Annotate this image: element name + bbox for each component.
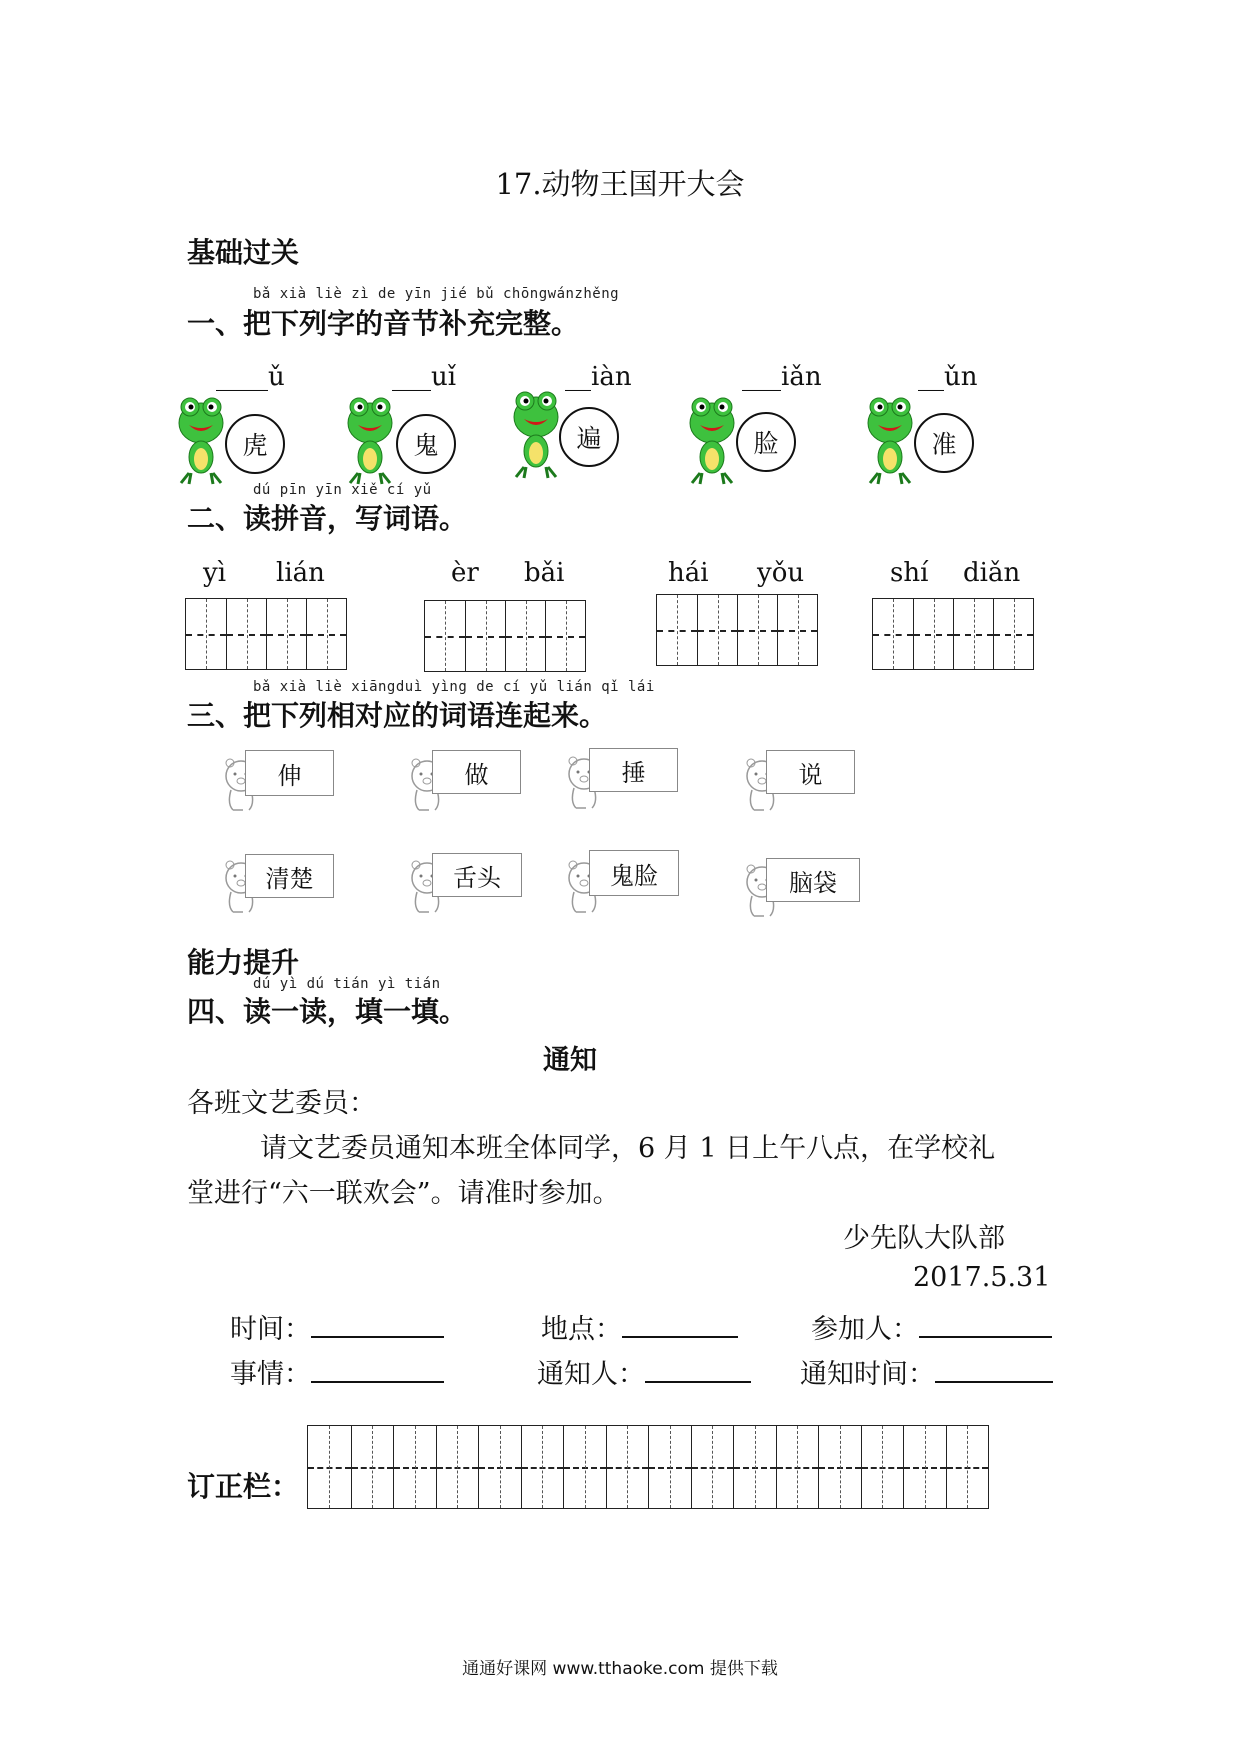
q1-blank-1[interactable]: ____ǔ — [216, 362, 285, 392]
char-circle-2: 鬼 — [396, 414, 456, 474]
char-circle-5: 准 — [914, 413, 974, 473]
q1-blank-3[interactable]: __iàn — [565, 362, 632, 392]
char-circle-3: 遍 — [559, 407, 619, 467]
q2-pinyin-a-1: yì — [203, 558, 227, 588]
match-card-bottom-2[interactable]: 舌头 — [432, 853, 522, 897]
correction-grid[interactable] — [307, 1425, 989, 1509]
field-notifier-blank[interactable] — [645, 1355, 751, 1383]
field-event-blank[interactable] — [311, 1355, 444, 1383]
footer-credit: 通通好课网 www.tthaoke.com 提供下载 — [462, 1659, 778, 1679]
q2-heading: 二、读拼音，写词语。 — [187, 502, 468, 535]
q1-heading: 一、把下列字的音节补充完整。 — [187, 307, 580, 340]
writing-grid-1[interactable] — [185, 598, 347, 670]
frog-icon — [346, 393, 394, 485]
field-participants-blank[interactable] — [919, 1310, 1052, 1338]
char-circle-1: 虎 — [225, 414, 285, 474]
field-event — [230, 1352, 444, 1391]
field-event-label: 事情： — [230, 1359, 311, 1390]
field-notify-time-label: 通知时间： — [800, 1359, 935, 1390]
field-notifier-label: 通知人： — [537, 1359, 645, 1390]
page-title: 17.动物王国开大会 — [495, 167, 745, 201]
q2-pinyin-a-2: èr — [451, 558, 479, 588]
frog-icon — [688, 393, 736, 485]
field-place — [541, 1307, 738, 1346]
q2-pinyin-b-2: bǎi — [524, 558, 565, 588]
writing-grid-3[interactable] — [656, 594, 818, 666]
match-card-top-2[interactable]: 做 — [432, 750, 521, 794]
q3-pinyin: bǎ xià liè xiāngduì yìng de cí yǔ lián qǐ lái — [253, 679, 655, 695]
notice-body-line-2: 堂进行“六一联欢会”。请准时参加。 — [187, 1178, 620, 1209]
q1-blank-2[interactable]: ___uǐ — [392, 362, 457, 392]
match-card-top-1[interactable]: 伸 — [245, 750, 334, 796]
field-notify-time-blank[interactable] — [935, 1355, 1053, 1383]
writing-grid-2[interactable] — [424, 600, 586, 672]
q2-pinyin-b-1: lián — [276, 558, 325, 588]
q4-heading: 四、读一读，填一填。 — [187, 995, 468, 1028]
q1-pinyin: bǎ xià liè zì de yīn jié bǔ chōngwánzhěng — [253, 286, 620, 302]
field-place-label: 地点： — [541, 1314, 622, 1345]
notice-greeting: 各班文艺委员： — [187, 1088, 376, 1119]
writing-grid-4[interactable] — [872, 598, 1034, 670]
frog-icon — [512, 387, 560, 479]
field-participants — [811, 1307, 1052, 1346]
field-notify-time — [800, 1352, 1053, 1391]
field-participants-label: 参加人： — [811, 1314, 919, 1345]
q2-pinyin-a-3: hái — [668, 558, 709, 588]
match-card-top-4[interactable]: 说 — [766, 750, 855, 794]
match-card-bottom-3[interactable]: 鬼脸 — [589, 850, 679, 896]
frog-icon — [866, 393, 914, 485]
field-time-label: 时间： — [230, 1314, 311, 1345]
notice-date: 2017.5.31 — [913, 1262, 1051, 1293]
frog-icon — [177, 393, 225, 485]
section-basic: 基础过关 — [187, 236, 300, 269]
field-notifier — [537, 1352, 751, 1391]
q1-blank-5[interactable]: __ǔn — [918, 362, 978, 392]
notice-signature: 少先队大队部 — [843, 1223, 1005, 1254]
match-card-bottom-1[interactable]: 清楚 — [245, 854, 334, 898]
char-circle-4: 脸 — [736, 412, 796, 472]
match-card-bottom-4[interactable]: 脑袋 — [766, 858, 860, 902]
q4-pinyin: dú yì dú tián yì tián — [253, 976, 441, 992]
q2-pinyin-a-4: shí — [890, 558, 929, 588]
field-time — [230, 1307, 444, 1346]
q2-pinyin-b-3: yǒu — [757, 558, 805, 588]
match-card-top-3[interactable]: 捶 — [589, 748, 678, 792]
q2-pinyin: dú pīn yīn xiě cí yǔ — [253, 482, 432, 498]
field-time-blank[interactable] — [311, 1310, 444, 1338]
field-place-blank[interactable] — [622, 1310, 738, 1338]
section-advanced: 能力提升 — [187, 946, 300, 979]
notice-title: 通知 — [543, 1045, 597, 1076]
q3-heading: 三、把下列相对应的词语连起来。 — [187, 699, 608, 732]
correction-label: 订正栏： — [187, 1470, 300, 1503]
q2-pinyin-b-4: diǎn — [963, 558, 1021, 588]
q1-blank-4[interactable]: ___iǎn — [742, 362, 822, 392]
notice-body-line-1: 请文艺委员通知本班全体同学，6 月 1 日上午八点，在学校礼 — [260, 1133, 996, 1164]
